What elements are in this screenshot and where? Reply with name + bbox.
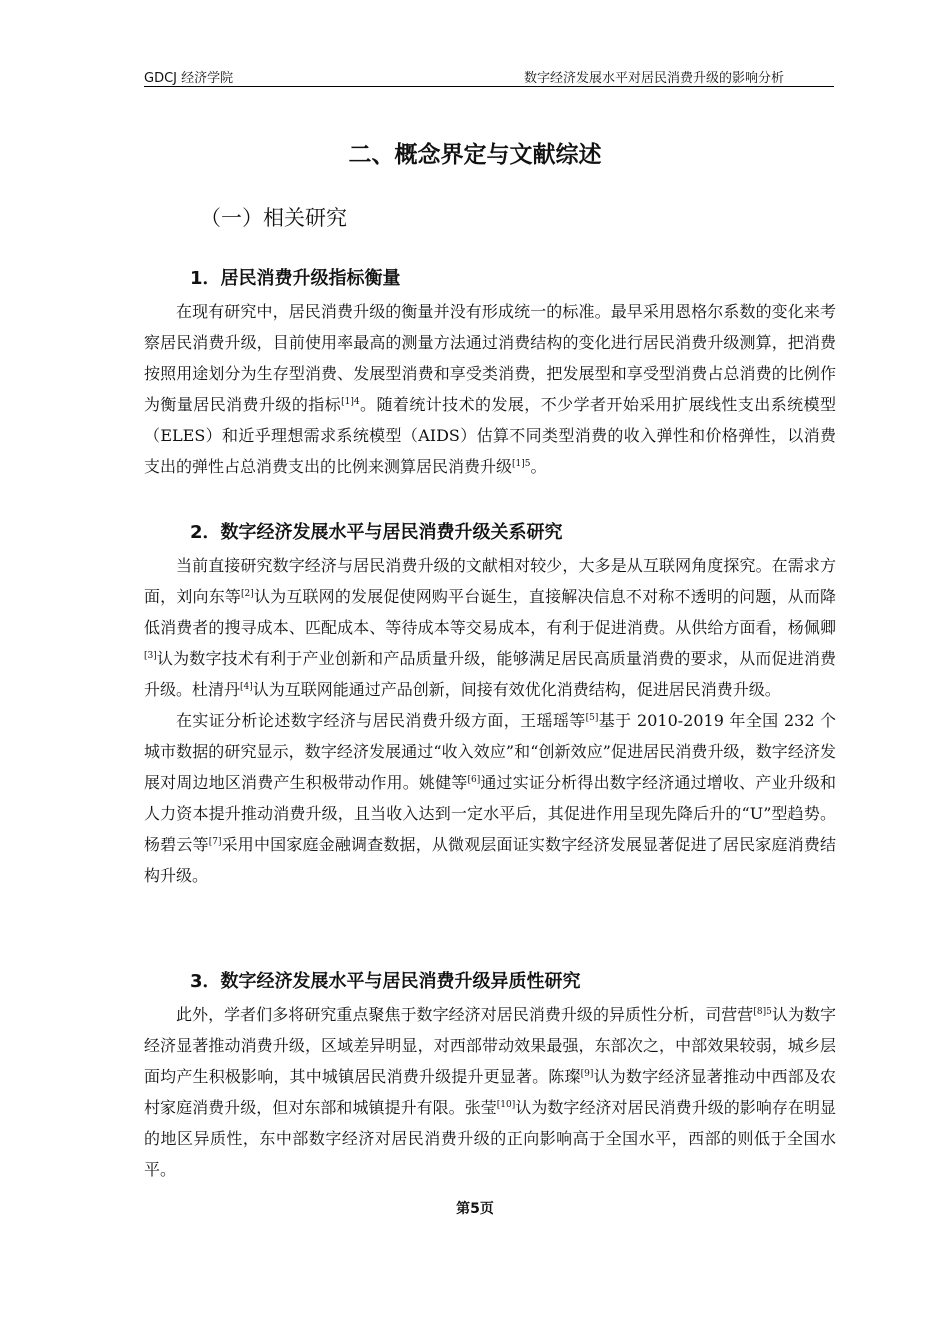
paragraph-text: 。 [530, 457, 547, 476]
paragraph [144, 705, 836, 891]
citation-ref: [7] [208, 837, 222, 847]
subsection-3 [144, 965, 836, 1185]
paragraph-text: 认为互联网能通过产品创新，间接有效优化消费结构，促进居民消费升级。 [252, 680, 781, 699]
paragraph-text: 在现有研究中，居民消费升级的衡量并没有形成统一的标准。最早采用恩格尔系数的变化来考察居民消费升级，目前使用率最高的测量方法通过消费结构的变化进行居民消费升级测算，把消费按照用途划分为生存型消费、发展型消费和享受类消费，把发展型和享受型消费占总消费的比例作为衡量居民消费升级的指标 [144, 302, 836, 414]
section-title: （一）相关研究 [200, 206, 347, 230]
citation-ref: [1] [512, 459, 525, 469]
paragraph [144, 296, 836, 482]
citation-ref: [3] [144, 651, 157, 661]
paragraph-text: 认为互联网的发展促使网购平台诞生，直接解决信息不对称不透明的问题，从而降低消费者的搜寻成本、匹配成本、等待成本等交易成本，有利于促进消费。从供给方面看，杨佩卿 [144, 587, 836, 637]
paragraph-text: 当前直接研究数字经济与居民消费升级的文献相对较少，大多是从互联网角度探究。在需求方面，刘向东等 [144, 556, 836, 606]
paragraph-text: 认为数字经济显著推动消费升级，区域差异明显，对西部带动效果最强，东部次之，中部效果较弱，城乡层面均产生积极影响，其中城镇居民消费升级提升更显著。陈璨 [144, 1005, 836, 1086]
paragraph-text: 在实证分析论述数字经济与居民消费升级方面，王瑶瑶等 [176, 711, 586, 730]
header-paper-title: 数字经济发展水平对居民消费升级的影响分析 [523, 71, 784, 86]
citation-ref: [10] [496, 1100, 516, 1110]
citation-ref: [6] [467, 775, 481, 785]
citation-ref: [8] [753, 1007, 767, 1017]
header-school: GDCJ 经济学院 [144, 71, 234, 86]
citation-ref: [9] [580, 1069, 594, 1079]
citation-ref: 4 [353, 397, 360, 407]
page-number: 第5页 [456, 1201, 494, 1217]
subsection-2 [144, 516, 836, 891]
subsection-title: 2．数字经济发展水平与居民消费升级关系研究 [190, 522, 563, 543]
paragraph-text: 。随着统计技术的发展，不少学者开始采用扩展线性支出系统模型（ELES）和近乎理想需求系统模型（AIDS）估算不同类型消费的收入弹性和价格弹性，以消费支出的弹性占总消费支出的比例来测算居民消费升级 [144, 395, 836, 476]
subsection-title: 1．居民消费升级指标衡量 [190, 268, 401, 289]
subsection-title: 3．数字经济发展水平与居民消费升级异质性研究 [190, 971, 581, 992]
citation-ref: [4] [240, 682, 253, 692]
citation-ref: 5 [766, 1007, 772, 1017]
paragraph [144, 999, 836, 1185]
chapter-title: 二、概念界定与文献综述 [348, 142, 602, 168]
paragraph-text: 认为数字经济显著推动中西部及农村家庭消费升级，但对东部和城镇提升有限。张莹 [144, 1067, 836, 1117]
running-header [144, 64, 834, 87]
paragraph-text: 认为数字技术有利于产业创新和产品质量升级，能够满足居民高质量消费的要求，从而促进消费升级。杜清丹 [144, 649, 836, 699]
citation-ref: [5] [585, 713, 599, 723]
paragraph-text: 基于 2010-2019 年全国 232 个城市数据的研究显示，数字经济发展通过“收入效应”和“创新效应”促进居民消费升级，数字经济发展对周边地区消费产生积极带动作用。姚健等 [144, 711, 836, 792]
paragraph-text: 此外，学者们多将研究重点聚焦于数字经济对居民消费升级的异质性分析，司营营 [176, 1005, 754, 1024]
paragraph-text: 采用中国家庭金融调查数据，从微观层面证实数字经济发展显著促进了居民家庭消费结构升级。 [144, 835, 836, 885]
subsection-1 [144, 262, 836, 482]
paragraph-text: 通过实证分析得出数字经济通过增收、产业升级和人力资本提升推动消费升级，且当收入达到一定水平后，其促进作用呈现先降后升的“U”型趋势。杨碧云等 [144, 773, 836, 854]
citation-ref: 5 [524, 459, 531, 469]
paragraph-text: 认为数字经济对居民消费升级的影响存在明显的地区异质性，东中部数字经济对居民消费升级的正向影响高于全国水平，西部的则低于全国水平。 [144, 1098, 836, 1179]
paragraph [144, 550, 836, 705]
citation-ref: [2] [241, 589, 254, 599]
citation-ref: [1] [341, 397, 354, 407]
